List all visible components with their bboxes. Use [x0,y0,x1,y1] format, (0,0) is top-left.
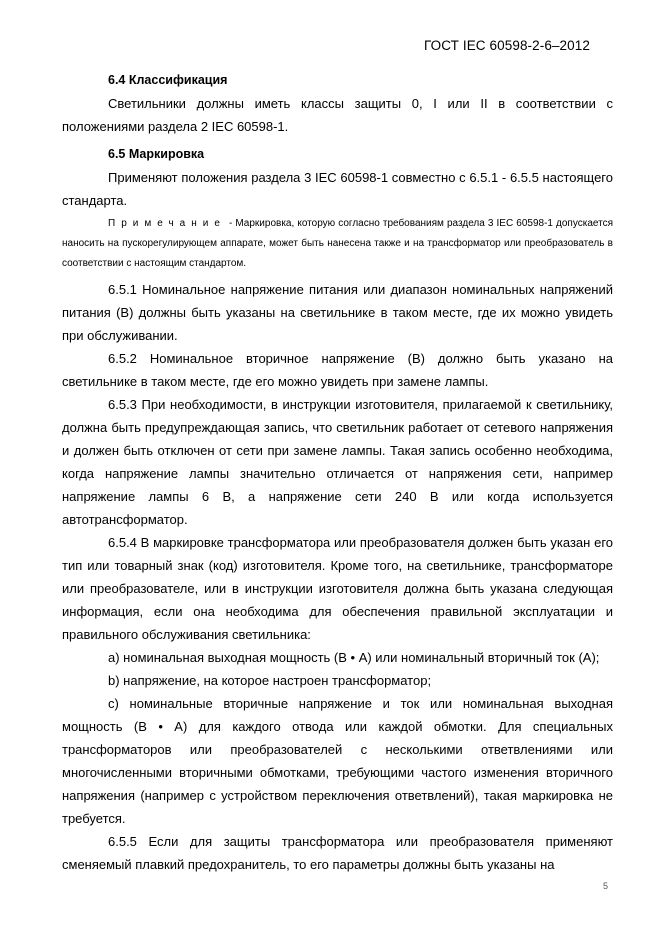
standard-code-header: ГОСТ IEC 60598-2-6–2012 [424,38,590,53]
page-number: 5 [602,881,608,891]
note [62,214,613,274]
clause-6-5-2: 6.5.2 Номинальное вторичное напряжение (В) должно быть указано на светильнике в таком месте, где его можно увидеть при замене лампы. [62,351,613,389]
document-body [62,68,613,876]
clause-6-5-4: 6.5.4 В маркировке трансформатора или преобразователя должен быть указан его тип или товарный знак (код) изготовителя. Кроме того, на светильнике, трансформаторе или преобразователе, или в инструкции изготовителя должна быть указана следующая информация, если она необходима для обеспечения правильной эксплуатации и правильного обслуживания светильника: [62,535,613,642]
section-6-5-text: Применяют положения раздела 3 IEC 60598-1 совместно с 6.5.1 - 6.5.5 настоящего стандарта. [62,170,613,208]
section-6-5-heading: 6.5 Маркировка [108,147,205,161]
note-label: Примечание [108,218,226,229]
list-item-b: b) напряжение, на которое настроен трансформатор; [108,673,432,688]
clause-6-5-1: 6.5.1 Номинальное напряжение питания или диапазон номинальных напряжений питания (В) должны быть указаны на светильнике в таком месте, где их можно увидеть при обслуживании. [62,282,613,343]
section-6-4-heading: 6.4 Классификация [108,73,228,87]
list-item-a: а) номинальная выходная мощность (В • А) или номинальный вторичный ток (А); [108,650,600,665]
clause-6-5-3: 6.5.3 При необходимости, в инструкции изготовителя, прилагаемой к светильнику, должна быть предупреждающая запись, что светильник работает от сетевого напряжения и должен быть отключен от сети при замене лампы. Такая запись особенно необходима, когда напряжение лампы значительно отличается от напряжения сети, например напряжение лампы 6 В, а напряжение сети 240 В или когда используется автотрансформатор. [62,397,613,527]
note-text: - Маркировка, которую согласно требованиям раздела 3 IEC 60598-1 допускается наносить на пускорегулирующем аппарате, может быть нанесена также и на трансформатор или преобразователь в соответствии с настоящим стандартом. [62,218,613,269]
section-6-4-text: Светильники должны иметь классы защиты 0, I или II в соответствии с положениями раздела 2 IEC 60598-1. [62,96,613,134]
list-item-c: с) номинальные вторичные напряжение и ток или номинальная выходная мощность (В • А) для каждого отвода или каждой обмотки. Для специальных трансформаторов или преобразователей с несколькими ответвлениями или многочисленными вторичными обмотками, требующими частого изменения вторичного напряжения (например с устройством переключения ответвлений), такая маркировка не требуется. [62,696,613,826]
clause-6-5-5: 6.5.5 Если для защиты трансформатора или преобразователя применяют сменяемый плавкий предохранитель, то его параметры должны быть указаны на [62,834,613,872]
